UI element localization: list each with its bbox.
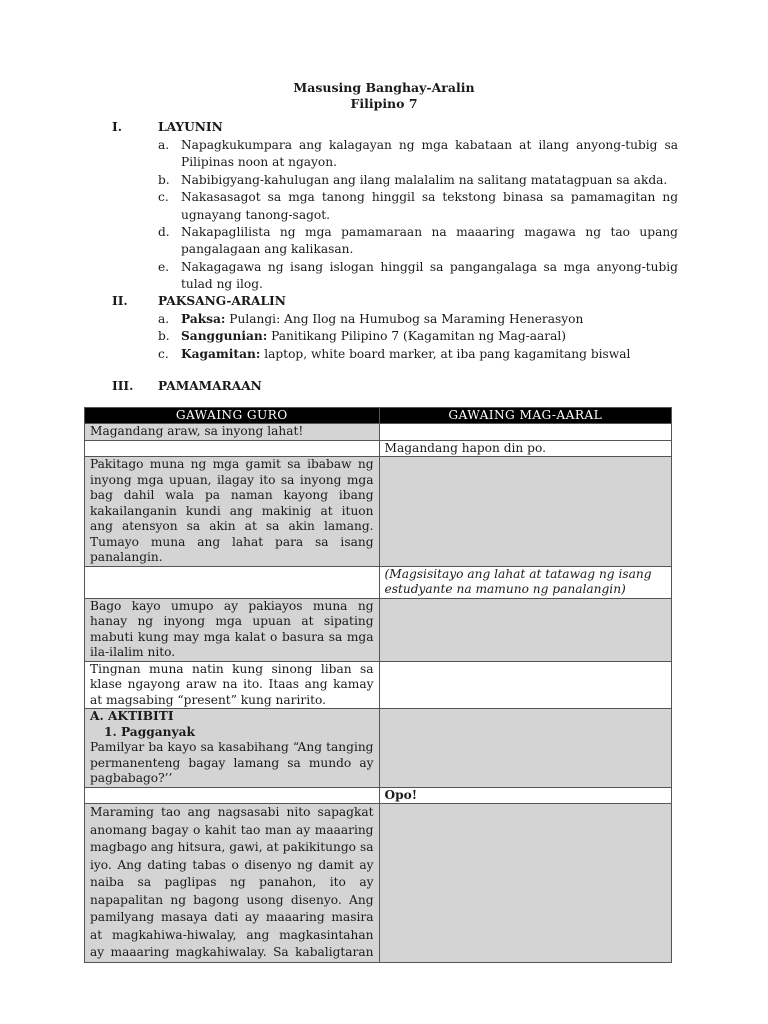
list-marker: b. bbox=[158, 172, 170, 187]
table-row bbox=[85, 661, 672, 709]
guro-cell bbox=[85, 566, 380, 598]
list-item bbox=[158, 172, 678, 189]
list-text: Nakagagawa ng isang islogan hinggil sa pangangalaga sa mga anyong-tubig tulad ng ilog. bbox=[181, 259, 678, 292]
item-text: Panitikang Pilipino 7 (Kagamitan ng Mag-aaral) bbox=[267, 329, 567, 344]
list-item bbox=[158, 224, 678, 259]
list-marker: a. bbox=[158, 138, 170, 152]
section-title: LAYUNIN bbox=[158, 120, 223, 134]
table-row bbox=[85, 566, 672, 598]
activity-heading: A. AKTIBITI bbox=[90, 709, 174, 723]
section-number: II. bbox=[112, 294, 128, 308]
document-subtitle: Filipino 7 bbox=[350, 96, 418, 111]
table-row bbox=[85, 440, 672, 457]
item-label: Sanggunian: bbox=[181, 329, 268, 344]
list-text: Nakasasagot sa mga tanong hinggil sa tekstong binasa sa pamamagitan ng ugnayang tanong-sagot. bbox=[181, 190, 678, 222]
item-label: Kagamitan: bbox=[181, 346, 261, 361]
table-header-row bbox=[85, 408, 672, 424]
table-row bbox=[85, 457, 672, 567]
mag-aaral-cell bbox=[379, 598, 672, 661]
list-marker: c. bbox=[158, 346, 169, 361]
list-item bbox=[158, 328, 678, 345]
table-row bbox=[85, 804, 672, 963]
list-item bbox=[158, 137, 678, 172]
guro-cell: Magandang araw, sa inyong lahat! bbox=[85, 424, 380, 441]
item-text: laptop, white board marker, at iba pang kagamitang biswal bbox=[260, 346, 631, 361]
section-number: I. bbox=[112, 120, 122, 134]
table-row bbox=[85, 598, 672, 661]
guro-cell: Bago kayo umupo ay pakiayos muna ng hanay ng inyong mga upuan at sipating mabuti kung may mga kalat o basura sa mga ila-ilalim nito. bbox=[85, 598, 380, 661]
guro-cell: Pakitago muna ng mga gamit sa ibabaw ng inyong mga upuan, ilagay ito sa inyong mga bag dahil wala pa naman kayong ibang kakailanganin kundi ang makinig at ituon ang atensyon sa akin at sa akin lamang. Tumayo muna ang lahat para sa isang panalangin. bbox=[85, 457, 380, 567]
activity-subheading: 1. Pagganyak bbox=[104, 724, 195, 739]
mag-aaral-cell bbox=[379, 661, 672, 709]
guro-cell bbox=[85, 787, 380, 804]
table-row bbox=[85, 787, 672, 804]
mag-aaral-cell bbox=[379, 424, 672, 441]
layunin-list bbox=[158, 137, 678, 294]
section-paksang-aralin-heading bbox=[112, 294, 286, 308]
mag-aaral-cell bbox=[379, 709, 672, 788]
mag-aaral-cell: (Magsisitayo ang lahat at tatawag ng isang estudyante na mamuno ng panalangin) bbox=[379, 566, 672, 598]
mag-aaral-cell: Opo! bbox=[379, 787, 672, 804]
section-title: PAMAMARAAN bbox=[158, 379, 262, 393]
section-number: III. bbox=[112, 379, 134, 393]
guro-cell bbox=[85, 440, 380, 457]
table-row bbox=[85, 709, 672, 788]
list-marker: a. bbox=[158, 312, 170, 326]
list-marker: d. bbox=[158, 225, 170, 240]
guro-cell bbox=[85, 709, 380, 788]
paksang-aralin-list bbox=[158, 311, 678, 363]
item-text: Pulangi: Ang Ilog na Humubog sa Maraming Henerasyon bbox=[225, 312, 584, 326]
list-text: Nabibigyang-kahulugan ang ilang malalalim na salitang matatagpuan sa akda. bbox=[181, 172, 668, 187]
list-item bbox=[158, 189, 678, 224]
section-title: PAKSANG-ARALIN bbox=[158, 294, 286, 308]
list-marker: b. bbox=[158, 329, 170, 344]
item-label: Paksa: bbox=[181, 312, 226, 326]
column-header-guro: GAWAING GURO bbox=[85, 408, 380, 424]
guro-cell: Tingnan muna natin kung sinong liban sa klase ngayong araw na ito. Itaas ang kamay at magsabing “present” kung naririto. bbox=[85, 661, 380, 709]
pamamaraan-table bbox=[84, 407, 672, 963]
guro-cell: Maraming tao ang nagsasabi nito sapagkat anomang bagay o kahit tao man ay maaaring magbago ang hitsura, gawi, at pakikitungo sa iyo. Ang dating tabas o disenyo ng damit ay naiba sa paglipas ng panahon, ito ay napapalitan ng bagong usong disenyo. Ang pamilyang masaya dati ay maaaring masira at magkahiwa-hiwalay, ang magkasintahan ay maaaring magkahiwalay. Sa kabaligtaran bbox=[85, 804, 380, 963]
list-marker: e. bbox=[158, 259, 170, 274]
table-row bbox=[85, 424, 672, 441]
list-marker: c. bbox=[158, 190, 169, 205]
list-text: Nakapaglilista ng mga pamamaraan na maaaring magawa ng tao upang pangalagaan ang kalikasan. bbox=[181, 225, 678, 257]
activity-text: Pamilyar ba kayo sa kasabihang “Ang tanging permanenteng bagay lamang sa mundo ay pagbabago?’’ bbox=[90, 740, 374, 785]
list-text: Napagkukumpara ang kalagayan ng mga kabataan at ilang anyong-tubig sa Pilipinas noon at ngayon. bbox=[181, 138, 678, 170]
list-item bbox=[158, 259, 678, 294]
mag-aaral-cell: Magandang hapon din po. bbox=[379, 440, 672, 457]
mag-aaral-cell bbox=[379, 804, 672, 963]
list-item bbox=[158, 346, 678, 363]
section-pamamaraan-heading bbox=[112, 379, 262, 393]
list-item bbox=[158, 311, 678, 328]
document-title: Masusing Banghay-Aralin bbox=[293, 80, 475, 95]
mag-aaral-cell bbox=[379, 457, 672, 567]
section-layunin-heading bbox=[112, 120, 223, 134]
column-header-mag-aaral: GAWAING MAG-AARAL bbox=[379, 408, 672, 424]
